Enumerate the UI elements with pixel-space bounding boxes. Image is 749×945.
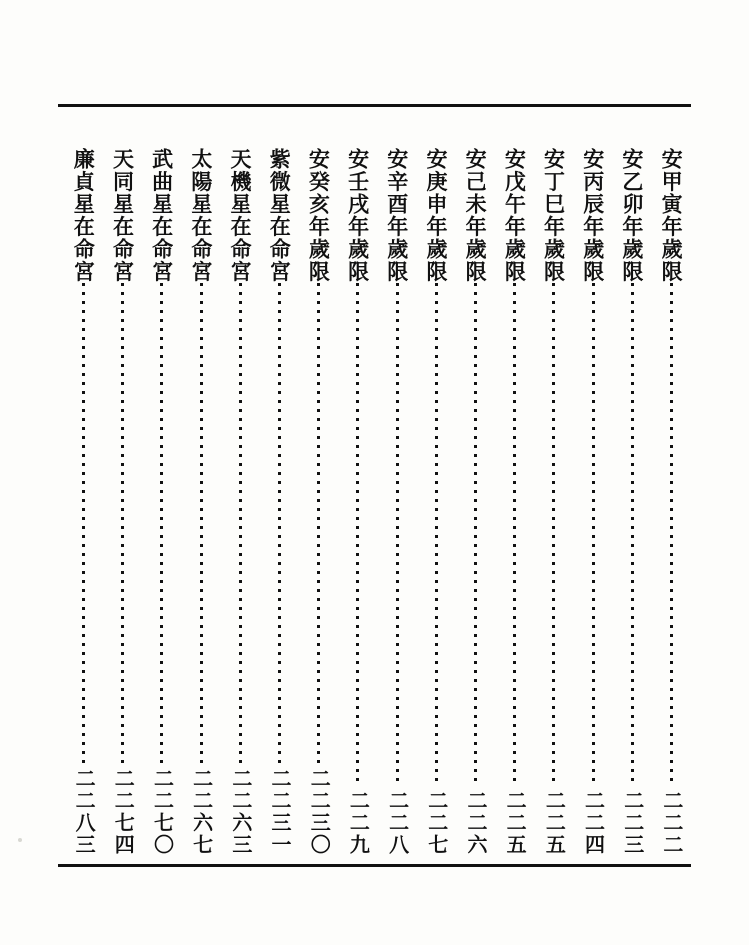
dot-leader-dots	[317, 283, 320, 764]
toc-entry[interactable]	[378, 112, 417, 860]
table-of-contents	[58, 112, 691, 860]
dot-leader	[613, 283, 652, 786]
toc-entry-title: 安乙卯年歲限	[619, 148, 645, 283]
dot-leader	[378, 283, 417, 786]
toc-entry-page-number: 二二四	[581, 790, 606, 856]
dot-leader	[417, 283, 456, 786]
toc-entry[interactable]	[221, 112, 260, 860]
toc-entry-title: 安己未年歲限	[463, 148, 489, 283]
dot-leader-dots	[474, 283, 477, 786]
toc-entry-title: 安癸亥年歲限	[306, 148, 332, 283]
toc-entry[interactable]	[573, 112, 612, 860]
toc-entry-title: 安戊午年歲限	[502, 148, 528, 283]
toc-entry[interactable]	[456, 112, 495, 860]
toc-entry-title: 安丙辰年歲限	[580, 148, 606, 283]
dot-leader	[221, 283, 260, 764]
dot-leader-dots	[396, 283, 399, 786]
toc-entry-title: 武曲星在命宮	[149, 148, 175, 283]
toc-entry-title: 太陽星在命宮	[188, 148, 214, 283]
dot-leader	[64, 283, 103, 764]
toc-entry-page-number: 二二七	[424, 790, 449, 856]
toc-entry[interactable]	[142, 112, 181, 860]
toc-entry[interactable]	[495, 112, 534, 860]
toc-entry-page-number: 二二九	[346, 790, 371, 856]
dot-leader-dots	[435, 283, 438, 786]
dot-leader	[456, 283, 495, 786]
dot-leader-dots	[160, 283, 163, 764]
dot-leader-dots	[82, 283, 85, 764]
toc-entry-title: 紫微星在命宮	[267, 148, 293, 283]
dot-leader-dots	[200, 283, 203, 764]
toc-entry-title: 安庚申年歲限	[423, 148, 449, 283]
toc-entry[interactable]	[338, 112, 377, 860]
toc-entry-page-number: 二二三	[620, 790, 645, 856]
dot-leader-dots	[278, 283, 281, 764]
toc-entry[interactable]	[260, 112, 299, 860]
toc-entry[interactable]	[103, 112, 142, 860]
toc-entry-page-number: 二二五	[503, 790, 528, 856]
toc-entry[interactable]	[534, 112, 573, 860]
toc-entry-title: 天同星在命宮	[110, 148, 136, 283]
toc-entry-page-number: 二二七四	[111, 768, 136, 856]
dot-leader-dots	[239, 283, 242, 764]
toc-entry-page-number: 二二六三	[228, 768, 253, 856]
dot-leader-dots	[121, 283, 124, 764]
dot-leader-dots	[356, 283, 359, 786]
toc-entry-title: 廉貞星在命宮	[71, 148, 97, 283]
dot-leader-dots	[552, 283, 555, 786]
dot-leader	[182, 283, 221, 764]
toc-entry-title: 天機星在命宮	[228, 148, 254, 283]
bottom-rule	[58, 864, 691, 867]
dot-leader	[142, 283, 181, 764]
toc-entry-page-number: 二二七〇	[150, 768, 175, 856]
dot-leader-dots	[631, 283, 634, 786]
toc-entry-page-number: 二二六	[463, 790, 488, 856]
toc-entry[interactable]	[182, 112, 221, 860]
toc-entry[interactable]	[299, 112, 338, 860]
toc-entry[interactable]	[417, 112, 456, 860]
dot-leader	[103, 283, 142, 764]
dot-leader-dots	[670, 283, 673, 786]
toc-entry[interactable]	[64, 112, 103, 860]
toc-entry[interactable]	[613, 112, 652, 860]
toc-entry[interactable]	[652, 112, 691, 860]
dot-leader	[573, 283, 612, 786]
dot-leader	[652, 283, 691, 786]
toc-entry-page-number: 二二三〇	[307, 768, 332, 856]
toc-entry-title: 安辛酉年歲限	[384, 148, 410, 283]
dot-leader	[495, 283, 534, 786]
toc-entry-title: 安壬戌年歲限	[345, 148, 371, 283]
toc-entry-page-number: 二二二	[659, 790, 684, 856]
dot-leader	[338, 283, 377, 786]
toc-entry-title: 安甲寅年歲限	[659, 148, 685, 283]
toc-entry-page-number: 二二六七	[189, 768, 214, 856]
toc-entry-page-number: 二二八三	[72, 768, 97, 856]
dot-leader	[534, 283, 573, 786]
toc-entry-page-number: 二二三一	[268, 768, 293, 856]
scan-speck	[18, 838, 22, 842]
dot-leader	[260, 283, 299, 764]
dot-leader	[299, 283, 338, 764]
toc-entry-title: 安丁巳年歲限	[541, 148, 567, 283]
top-rule	[58, 104, 691, 107]
toc-entry-page-number: 二二八	[385, 790, 410, 856]
dot-leader-dots	[513, 283, 516, 786]
toc-entry-page-number: 二二五	[542, 790, 567, 856]
dot-leader-dots	[592, 283, 595, 786]
